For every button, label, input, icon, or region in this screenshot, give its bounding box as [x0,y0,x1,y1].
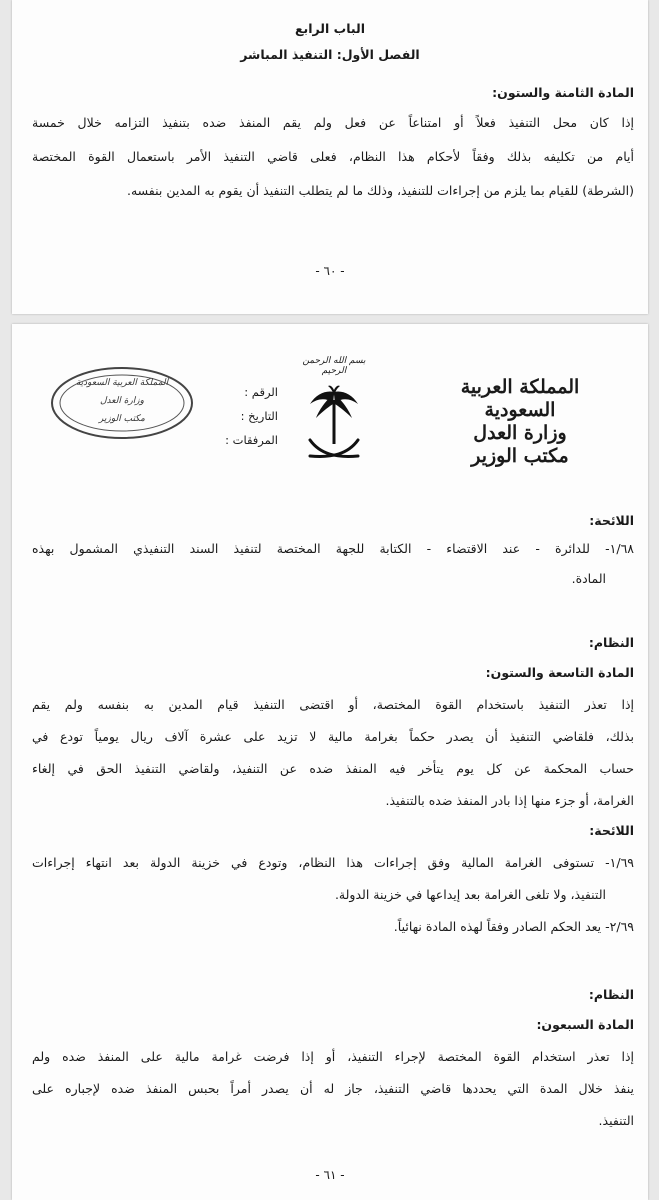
article-70-line-2: ينفذ خلال المدة التي يحددها قاضي التنفيذ، جاز له أن يصدر أمراً بحبس المنفذ ضده لإجباره على [32,1081,634,1096]
reg-68-1-line-2: المادة. [571,571,606,586]
reg-68-1-line-1: ١/٦٨- للدائرة - عند الاقتضاء - الكتابة للجهة المختصة لتنفيذ السند التنفيذي المشمول بهذه [32,541,634,556]
document-page-60 [12,0,648,314]
page-number: - ٦١ - [315,1168,345,1182]
bismillah-calligraphy: بسم الله الرحمن الرحيم [302,356,366,376]
ref-date-label: التاريخ : [240,409,278,423]
regulation-heading-2: اللائحة: [589,823,634,838]
palm-swords-emblem-icon [306,384,362,468]
reg-69-1-line-2: التنفيذ، ولا تلغى الغرامة بعد إيداعها في خزينة الدولة. [334,887,606,902]
document-page-61 [12,324,648,1200]
letterhead-line-3: مكتب الوزير [471,445,569,467]
article-69-line-4: الغرامة، أو جزء منها إذا بادر المنفذ ضده بالتنفيذ. [385,793,634,808]
article-68-line-2: أيام من تكليفه بذلك وفقاً لأحكام هذا النظام، فعلى قاضي التنفيذ الأمر باستعمال القوة المختصة [32,149,634,164]
article-70-line-3: التنفيذ. [598,1113,634,1128]
section-heading: الفصل الأول: التنفيذ المباشر [240,47,420,62]
article-69-line-3: حساب المحكمة عن كل يوم يتأخر فيه المنفذ ضده عن التنفيذ، ولقاضي التنفيذ الحق في إلغاء [32,761,634,776]
article-69-line-1: إذا تعذر التنفيذ باستخدام القوة المختصة، أو اقتضى التنفيذ قيام المدين به بنفسه ولم يقم [32,697,634,712]
system-heading-2: النظام: [588,987,634,1002]
reg-69-2-line: ٢/٦٩- يعد الحكم الصادر وفقاً لهذه المادة نهائياً. [393,919,634,934]
reference-block [182,380,278,452]
stamp-line-1: المملكة العربية السعودية [75,378,169,388]
article-68-line-1: إذا كان محل التنفيذ فعلاً أو امتناعاً عن فعل ولم يقم المنفذ ضده بتنفيذ التزامه خلال خمسة [32,115,634,130]
ref-number-label: الرقم : [244,385,278,399]
article-68-title: المادة الثامنة والستون: [492,85,634,100]
letterhead-line-1: المملكة العربية السعودية [460,376,580,421]
official-stamp [48,364,196,442]
article-70-title: المادة السبعون: [536,1017,634,1032]
ref-attachments-label: المرفقات : [225,433,278,447]
system-heading-1: النظام: [588,635,634,650]
article-68-line-3: (الشرطة) للقيام بما يلزم من إجراءات للتنفيذ، وذلك ما لم يتطلب التنفيذ أن يقوم به المدين بنفسه. [126,183,634,198]
letterhead-line-2: وزارة العدل [473,422,567,444]
article-69-title: المادة التاسعة والستون: [485,665,634,680]
chapter-heading: الباب الرابع [295,21,365,36]
article-69-line-2: بذلك، فلقاضي التنفيذ أن يصدر حكماً بغرامة مالية لا تزيد على عشرة آلاف ريال يومياً تودع في [32,729,634,744]
page-number: - ٦٠ - [315,264,345,278]
stamp-line-3: مكتب الوزير [99,414,145,424]
letterhead-ministry [430,376,610,468]
reg-69-1-line-1: ١/٦٩- تستوفى الغرامة المالية وفق إجراءات هذا النظام، وتودع في خزينة الدولة بعد انتهاء إجراءات [32,855,634,870]
regulation-heading-1: اللائحة: [589,513,634,528]
stamp-line-2: وزارة العدل [100,396,144,406]
article-70-line-1: إذا تعذر استخدام القوة المختصة لإجراء التنفيذ، أو إذا فرضت غرامة مالية على المنفذ ضده ولم [32,1049,634,1064]
